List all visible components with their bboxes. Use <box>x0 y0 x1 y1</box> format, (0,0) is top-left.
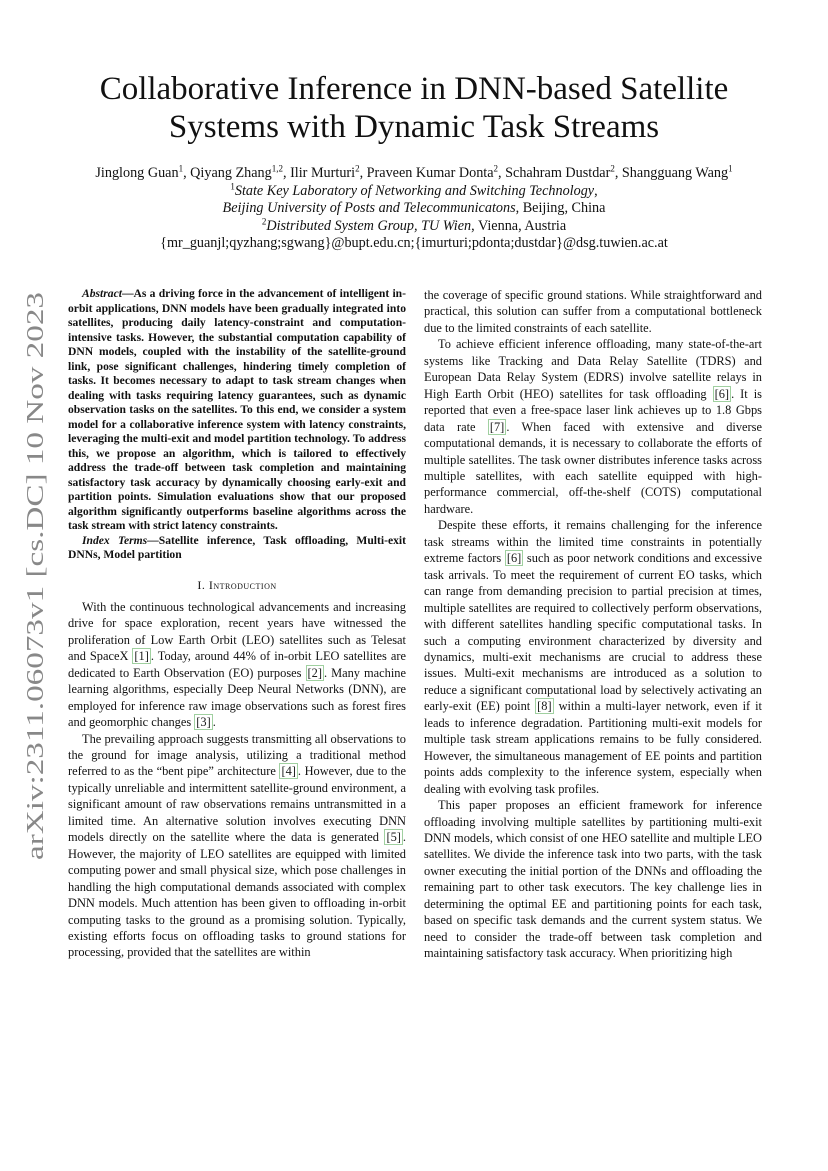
citation-link[interactable]: [4] <box>281 764 296 779</box>
abstract-label: Abstract <box>82 287 122 300</box>
citation-link[interactable]: [2] <box>307 665 322 680</box>
citation-link[interactable]: [6] <box>714 386 730 401</box>
affil-mark: 1 <box>230 180 235 191</box>
section-heading-introduction: I. Introduction <box>197 577 277 592</box>
paragraph: To achieve efficient inference offloading, many state-of-the-art systems like Tracking and Data Relay Satellite (TDRS) and European Data Relay System (EDRS) involve satellite relays in High Earth Orbit (HEO) satellites for task offloading [6] . It is reported that even a free-space laser link achieves up to 1.8 Gbps data rate [7] . When faced with extensive and diverse computational demands, it is necessary to collaborate the efforts of multiple satellites. The task owner distributes inference tasks across multiple satellites, with each satellite equipped with high-performance commercial, off-the-shelf (COTS) computational hardware. <box>424 337 763 516</box>
index-terms-label: Index Terms <box>82 533 148 547</box>
author-affil-mark: 1 <box>178 163 184 174</box>
author-name: , Qiyang Zhang <box>183 165 272 181</box>
author-block <box>40 165 788 253</box>
paragraph: The prevailing approach suggests transmitting all observations to the ground for image analysis, utilizing a traditional method referred to as the “bent pipe” architecture [4] . However, due to the typically unreliable and intermittent satellite-ground environment, a significant amount of raw observations remains untransmitted in a limited time. An alternative solution involves executing DNN models directly on the satellite where the data is generated [5] . However, the majority of LEO satellites are equipped with limited computing power and small physical size, which pose challenges in handling the high computational demands associated with complex DNN models. Much attention has been given to offloading in-orbit computing tasks to the ground as a promising solution. Typically, existing efforts focus on offloading tasks to ground stations for processing, provided that the satellites are within <box>68 731 406 960</box>
left-column <box>68 287 406 961</box>
abstract <box>68 287 406 563</box>
abstract-text: Abstract—As a driving force in the advancement of intelligent in-orbit applications, DNN models have been gradually integrated into satellites, producing daily latency-constraint and computation-intensive tasks. However, the substantial computation capability of DNN models, coupled with the instability of the satellite-ground link, pose significant challenges, hindering timely completion of tasks. It becomes necessary to adapt to task stream changes when dealing with tasks requiring latency guarantees, such as dynamic observation tasks on the satellites. To this end, we consider a system model for a collaborative inference system with latency constraints, leveraging the multi-exit and model partition technology. To address this, we propose an algorithm, which is tailored to effectively address the trade-off between task completion and maintaining satisfactory task accuracy by dynamically choosing early-exit and partition points. Simulation evaluations show that our proposed algorithm significantly outperforms baseline algorithms across the task stream with strict latency constraints. <box>68 287 406 532</box>
affiliation-1-university <box>40 200 788 218</box>
affiliation-university: Beijing University of Posts and Telecommunicatons <box>222 200 516 216</box>
author-affil-mark: 2 <box>493 163 499 174</box>
author-name: , Ilir Murturi <box>282 165 356 181</box>
affil-mark: 2 <box>261 215 267 226</box>
affiliation-location: , Beijing, China <box>515 200 606 216</box>
author-affil-mark: 1,2 <box>271 163 283 174</box>
author-name: , Shangguang Wang <box>614 165 729 181</box>
author-name: , Schahram Dustdar <box>498 165 611 181</box>
author-name: , Praveen Kumar Donta <box>359 165 494 181</box>
affil-comma: , <box>594 182 598 199</box>
title-line-2: Systems with Dynamic Task Streams <box>168 109 660 145</box>
citation-link[interactable]: [8] <box>537 699 552 714</box>
affiliation-1 <box>40 180 788 201</box>
author-affil-mark: 1 <box>728 163 733 174</box>
citation-link[interactable]: [3] <box>196 715 211 730</box>
citation-link[interactable]: [7] <box>489 419 505 434</box>
affiliation-2 <box>40 215 788 236</box>
right-column <box>424 287 762 962</box>
paragraph: the coverage of specific ground stations. While straightforward and practical, this solution can suffer from a computational bottleneck due to the limited constraints of each satellite. <box>424 288 762 335</box>
paper-title <box>60 70 768 146</box>
author-affil-mark: 2 <box>355 163 360 174</box>
citation-link[interactable]: [1] <box>134 649 149 664</box>
arxiv-identifier: arXiv:2311.06073v1 [cs.DC] 10 Nov 2023 <box>22 440 49 860</box>
index-terms: Index Terms—Satellite inference, Task offloading, Multi-exit DNNs, Model partition <box>68 533 406 561</box>
paragraph: With the continuous technological advancements and increasing drive for space exploration, recent years have witnessed the proliferation of Low Earth Orbit (LEO) satellites such as Telesat and SpaceX [1] . Today, around 44% of in-orbit LEO satellites are dedicated to Earth Observation (EO) purposes [2] . Many machine learning algorithms, especially Deep Neural Networks (DNN), are employed for inference raw image observations such as forest fires and geomorphic changes [3] . <box>68 599 406 730</box>
paragraph: Despite these efforts, it remains challenging for the inference task streams within the limited time constraints in potentially extreme factors [6] such as poor network conditions and excessive task arrivals. To meet the requirement of current EO tasks, which can range from demanding precision to partial precision at times, multiple satellites are required to collectively perform observations, with different satellites handling specific computational tasks. In such a computing environment characterized by diversity and dynamics, multi-exit mechanisms are crucial to address these issues. Multi-exit mechanisms are introduced as a solution to reduce a significant computational load by selectively activating an early-exit (EE) point [8] within a multi-layer network, even if it leads to inference degradation. Partitioning multi-exit models for multiple task stream applications remains to be fully considered. However, the simultaneous management of EE points and partition points adds complexity to the inference system, especially when dealing with evolving task profiles. <box>424 518 762 796</box>
author-name: Jinglong Guan <box>95 165 179 181</box>
paragraph: This paper proposes an efficient framework for inference offloading involving multiple satellites by partitioning multi-exit DNN models, which consist of one HEO satellite and multiple LEO satellites. We divide the inference task into two parts, with the task owner executing the initial portion of the DNNs and offloading the remaining part to other task executors. The key challenge lies in determining the optimal EE and partitioning points for each task, based on specific task demands and the current system status. We need to consider the trade-off between task completion and maintaining satisfactory task accuracy. When prioritizing high <box>424 798 762 961</box>
title-line-1: Collaborative Inference in DNN-based Satellite <box>99 71 729 107</box>
citation-link[interactable]: [5] <box>386 830 401 845</box>
affiliation-location: , Vienna, Austria <box>471 217 567 234</box>
author-affil-mark: 2 <box>610 163 615 174</box>
author-emails: {mr_guanjl;qyzhang;sgwang}@bupt.edu.cn;{imurturi;pdonta;dustdar}@dsg.tuwien.ac.at <box>160 235 668 251</box>
citation-link[interactable]: [6] <box>506 551 522 566</box>
arxiv-sidebar-stamp <box>16 290 50 860</box>
affiliation-lab: State Key Laboratory of Networking and Switching Technology <box>234 182 595 199</box>
affiliation-group: Distributed System Group, TU Wien <box>266 217 472 234</box>
author-list <box>40 165 788 183</box>
